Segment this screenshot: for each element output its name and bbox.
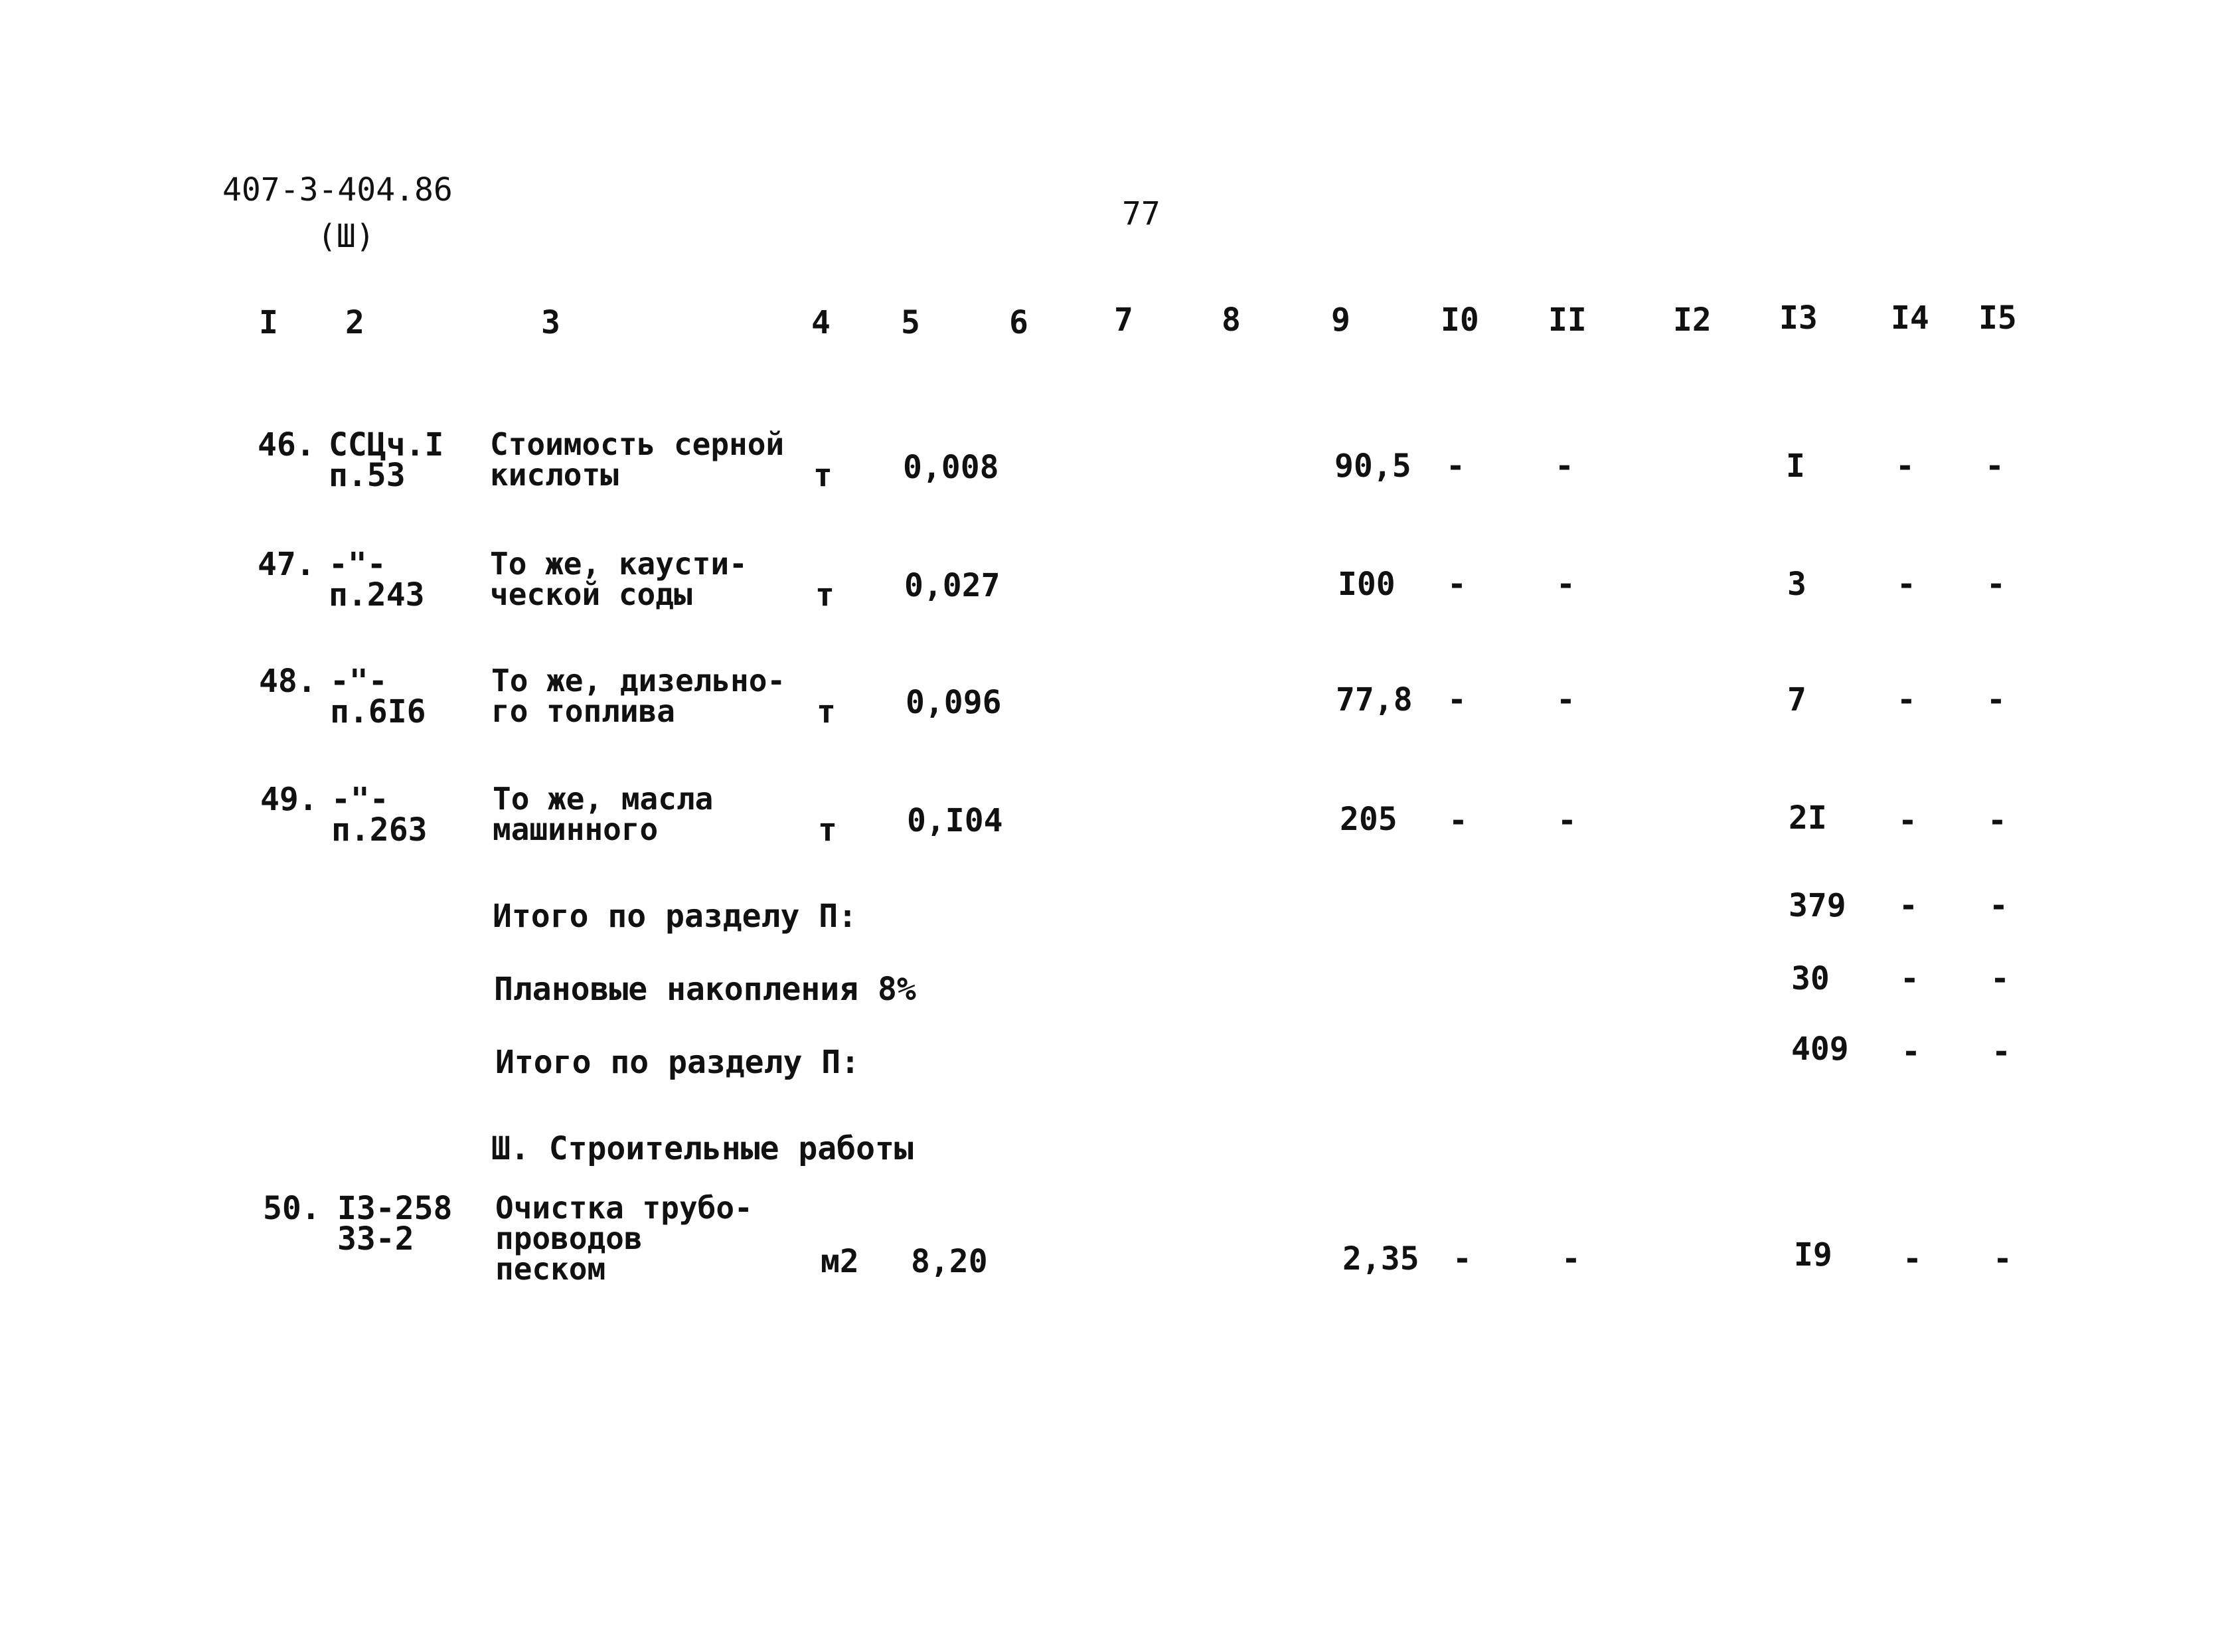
column-number: I4 <box>1891 299 1929 337</box>
row-col14: - <box>1897 681 1916 718</box>
column-number: 9 <box>1331 301 1350 339</box>
subtotal-col13: 379 <box>1789 887 1846 924</box>
column-number: I0 <box>1441 301 1479 339</box>
row-col14: - <box>1898 802 1917 839</box>
column-number: I2 <box>1673 301 1712 339</box>
row-number: 50. <box>263 1190 321 1227</box>
row-description: Очистка трубо- <box>495 1190 753 1226</box>
row-col10: - <box>1447 566 1467 603</box>
document-code: 407-3-404.86 <box>222 171 453 208</box>
row-quantity: 0,096 <box>906 684 1002 721</box>
row-reference-item: п.6I6 <box>330 693 426 730</box>
subtotal-col13: 30 <box>1791 960 1830 997</box>
row-description-cont: го топлива <box>491 693 675 729</box>
row-col10: - <box>1447 681 1467 718</box>
subtotal-col14: - <box>1899 887 1918 924</box>
row-unit-price: 205 <box>1340 801 1398 838</box>
row-reference-item: п.263 <box>331 811 428 849</box>
row-reference: -"- <box>331 781 389 818</box>
row-number: 46. <box>258 426 315 463</box>
row-col14: - <box>1895 448 1915 485</box>
row-col13: I <box>1786 448 1805 485</box>
row-col10: - <box>1446 448 1465 485</box>
row-description-cont: кислоты <box>490 457 619 493</box>
row-number: 47. <box>258 546 315 583</box>
subtotal-col15: - <box>1990 960 2010 997</box>
subtotal-col14: - <box>1900 960 1919 997</box>
document-part: (Ш) <box>317 218 375 255</box>
subtotal-col13: 409 <box>1791 1031 1849 1068</box>
subtotal-col15: - <box>1992 1033 2011 1070</box>
row-reference-item: 33-2 <box>337 1220 414 1258</box>
row-unit: т <box>815 576 835 614</box>
column-number: 5 <box>901 304 920 341</box>
row-col15: - <box>1988 802 2007 839</box>
row-col13: I9 <box>1794 1236 1832 1274</box>
row-quantity: 0,027 <box>904 567 1000 604</box>
row-col15: - <box>1986 566 2006 603</box>
row-col11: - <box>1556 566 1575 603</box>
row-col11: - <box>1555 448 1574 485</box>
row-unit-price: 90,5 <box>1334 448 1411 485</box>
column-number: I <box>259 304 278 341</box>
row-unit: т <box>817 693 836 730</box>
row-quantity: 0,008 <box>903 449 999 486</box>
subtotal-label: Плановые накопления 8% <box>494 971 916 1008</box>
row-reference: -"- <box>330 663 388 700</box>
column-number: 3 <box>541 304 560 341</box>
column-number: I5 <box>1978 299 2017 337</box>
row-col10: - <box>1449 802 1468 839</box>
row-description: Стоимость серной <box>490 426 785 462</box>
row-col14: - <box>1897 566 1916 603</box>
row-unit: м2 <box>821 1243 859 1280</box>
row-reference: I3-258 <box>337 1190 453 1227</box>
row-col13: 2I <box>1789 799 1827 837</box>
row-col15: - <box>1986 681 2006 718</box>
row-col15: - <box>1985 448 2004 485</box>
row-col11: - <box>1556 681 1575 718</box>
row-col11: - <box>1558 802 1577 839</box>
column-number: 4 <box>811 304 831 341</box>
subtotal-label: Итого по разделу П: <box>495 1044 860 1081</box>
row-quantity: 0,I04 <box>907 802 1003 839</box>
column-number: I3 <box>1779 299 1818 337</box>
row-description: То же, каусти- <box>490 546 748 582</box>
row-description-cont: проводов <box>495 1220 643 1256</box>
row-reference-item: п.53 <box>329 457 406 494</box>
row-reference: -"- <box>329 546 386 583</box>
row-unit: т <box>813 457 833 494</box>
row-col14: - <box>1903 1240 1922 1278</box>
column-number: 2 <box>345 304 364 341</box>
column-number: II <box>1548 301 1587 339</box>
row-number: 49. <box>260 781 318 818</box>
row-quantity: 8,20 <box>911 1243 988 1280</box>
page-number: 77 <box>1122 195 1160 232</box>
section-title: Ш. Строительные работы <box>491 1130 914 1167</box>
row-col15: - <box>1993 1240 2012 1278</box>
row-col13: 7 <box>1787 681 1806 718</box>
row-col11: - <box>1561 1240 1581 1278</box>
column-number: 8 <box>1222 301 1241 339</box>
row-unit-price: 2,35 <box>1342 1240 1419 1278</box>
row-unit-price: I00 <box>1338 566 1396 603</box>
row-reference-item: п.243 <box>329 576 425 614</box>
row-description-cont: машинного <box>493 811 659 847</box>
row-unit-price: 77,8 <box>1336 681 1413 718</box>
row-description-cont: песком <box>495 1251 606 1287</box>
column-number: 7 <box>1114 301 1133 339</box>
row-col10: - <box>1453 1240 1472 1278</box>
subtotal-col15: - <box>1989 887 2008 924</box>
row-description: То же, дизельно- <box>491 663 786 699</box>
subtotal-col14: - <box>1901 1033 1921 1070</box>
row-col13: 3 <box>1787 566 1806 603</box>
row-reference: ССЦч.I <box>329 426 444 463</box>
row-description: То же, масла <box>493 781 714 817</box>
row-number: 48. <box>259 663 317 700</box>
column-number: 6 <box>1009 304 1028 341</box>
row-description-cont: ческой соды <box>490 576 692 612</box>
row-unit: т <box>818 811 837 849</box>
subtotal-label: Итого по разделу П: <box>493 898 858 935</box>
